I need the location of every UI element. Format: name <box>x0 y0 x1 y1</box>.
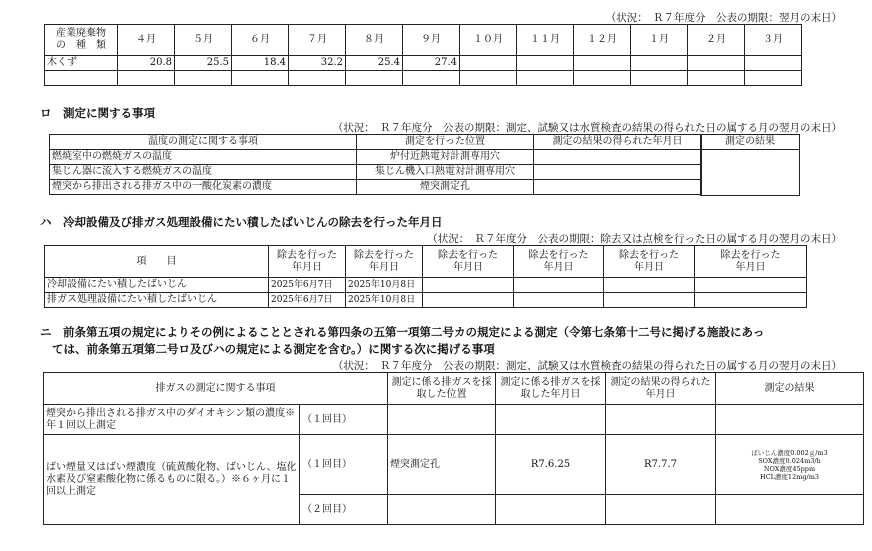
sec4-heading-line1: ニ 前条第五項の規定によりその例によることとされる第四条の五第一項第二号カの規定による測定（令第七条第十二号に掲げる施設にあっ <box>40 325 765 339</box>
exhaust-result-header: 測定の結果 <box>716 373 864 405</box>
waste-value: 25.4 <box>346 56 403 71</box>
removal-date-header-line1: 除去を行った <box>438 249 498 261</box>
temp-date <box>534 150 702 165</box>
soot-position: 煙突測定孔 <box>388 435 496 495</box>
temp-position: 集じん機入口熱電対計測専用穴 <box>357 165 534 180</box>
month-header: １１月 <box>517 25 574 56</box>
removal-date-header-line1: 除去を行った <box>619 249 679 261</box>
temp-result-header: 測定の結果 <box>701 135 800 150</box>
soot-removal-table <box>44 245 807 308</box>
removal-date-header-line1: 除去を行った <box>528 249 589 261</box>
sec4-heading-line2: ては、前条第五項第二号ロ及びハの規定による測定を含む。）に関する次に掲げる事項 <box>52 342 495 356</box>
sec2-status: （状況： Ｒ７年度分 公表の期限：測定、試験又は水質検査の結果の得られた日の属する月の翌月の末日） <box>332 122 842 134</box>
month-header: ９月 <box>403 25 460 56</box>
soot-sampled-date: R7.6.25 <box>496 435 606 495</box>
soot-sampled-date-2 <box>496 495 606 525</box>
sec3-heading: ハ 冷却設備及び排ガス処理設備にたい積したばいじんの除去を行った年月日 <box>40 215 443 229</box>
sec4-status: （状況： Ｒ７年度分 公表の期限：測定、試験又は水質検査の結果の得られた日の属する月の翌月の末日） <box>332 360 842 372</box>
waste-value: 27.4 <box>403 56 460 71</box>
month-header: ４月 <box>118 25 175 56</box>
empty-cell <box>688 71 745 86</box>
month-header: ６月 <box>232 25 289 56</box>
temperature-table <box>49 134 702 195</box>
soot-result-line: ばいじん濃度0.002ｇ/m3 <box>751 448 828 457</box>
removal-date-header <box>423 246 514 278</box>
removal-date-header-line2: 年月日 <box>735 261 766 273</box>
waste-table <box>44 24 802 86</box>
waste-value <box>460 56 517 71</box>
temperature-result-table <box>700 134 800 196</box>
empty-cell <box>460 71 517 86</box>
empty-cell <box>118 71 175 86</box>
waste-value: 18.4 <box>232 56 289 71</box>
removal-date <box>604 278 695 293</box>
waste-value <box>517 56 574 71</box>
soot-position-2 <box>388 495 496 525</box>
empty-cell <box>175 71 232 86</box>
removal-date-header-line1: 除去を行った <box>277 249 337 261</box>
soot-result-line: SOX濃度0.024m3/h <box>758 456 821 465</box>
waste-value: 25.5 <box>175 56 232 71</box>
removal-date-header <box>514 246 604 278</box>
removal-date <box>514 293 604 308</box>
temp-result <box>701 150 800 196</box>
sec3-status: （状況： Ｒ７年度分 公表の期限：除去又は点検を行った日の属する月の翌月の末日） <box>427 233 842 245</box>
waste-value <box>574 56 631 71</box>
waste-value <box>745 56 802 71</box>
empty-cell <box>403 71 460 86</box>
waste-type-header-line1: 産業廃棄物 <box>56 28 106 39</box>
soot-result-date-2 <box>606 495 716 525</box>
dioxin-result-date <box>606 405 716 435</box>
soot-result-line: HCL濃度12mg/m3 <box>759 472 820 481</box>
removal-date-header-line2: 年月日 <box>453 261 483 273</box>
temp-position: 煙突測定孔 <box>357 180 534 195</box>
soot-results-2 <box>716 495 864 525</box>
empty-cell <box>517 71 574 86</box>
empty-cell <box>346 71 403 86</box>
empty-cell <box>574 71 631 86</box>
removal-date <box>423 293 514 308</box>
removal-date-header <box>269 246 346 278</box>
soot-result-date: R7.7.7 <box>606 435 716 495</box>
soot-item: ばい煙量又はばい煙濃度（硫黄酸化物、ばいじん、塩化水素及び窒素酸化物に係るものに限る。）※６ヶ月に１回以上測定 <box>44 435 300 525</box>
soot-round-1: （１回目） <box>300 435 388 495</box>
temp-item-header: 温度の測定に関する事項 <box>50 135 357 150</box>
removal-date-header-line2: 年月日 <box>292 261 322 273</box>
empty-cell <box>289 71 346 86</box>
removal-date: 2025年10月8日 <box>346 278 423 293</box>
dioxin-result <box>716 405 864 435</box>
removal-date-header <box>346 246 423 278</box>
dioxin-round: （１回目） <box>300 405 388 435</box>
removal-date <box>514 278 604 293</box>
waste-type-header-line2: の 種 類 <box>56 40 106 51</box>
exhaust-position-header: 測定に係る排ガスを採取した位置 <box>388 373 496 405</box>
temp-date-header: 測定の結果の得られた年月日 <box>534 135 702 150</box>
dioxin-item: 煙突から排出される排ガス中のダイオキシン類の濃度※年１回以上測定 <box>44 405 300 435</box>
removal-date-header <box>604 246 695 278</box>
temp-position-header: 測定を行った位置 <box>357 135 534 150</box>
removal-date-header-line2: 年月日 <box>543 261 574 273</box>
exhaust-result-date-header: 測定の結果の得られた年月日 <box>606 373 716 405</box>
empty-cell <box>745 71 802 86</box>
empty-cell <box>45 71 118 86</box>
temp-item: 集じん器に流入する燃焼ガスの温度 <box>50 165 357 180</box>
removal-date-header-line2: 年月日 <box>634 261 664 273</box>
dioxin-position <box>388 405 496 435</box>
temp-item: 煙突から排出される排ガス中の一酸化炭素の濃度 <box>50 180 357 195</box>
soot-result-line: NOX濃度45ppm <box>763 464 816 473</box>
sec2-heading: ロ 測定に関する事項 <box>40 106 155 120</box>
removal-row-label: 排ガス処理設備にたい積したばいじん <box>45 293 269 308</box>
temp-position: 炉付近熱電対計測専用穴 <box>357 150 534 165</box>
dioxin-sampled-date <box>496 405 606 435</box>
temp-date <box>534 165 702 180</box>
exhaust-item-header: 排ガスの測定に関する事項 <box>44 373 388 405</box>
removal-row-label: 冷却設備にたい積したばいじん <box>45 278 269 293</box>
removal-date: 2025年10月8日 <box>346 293 423 308</box>
soot-round-2: （２回目） <box>300 495 388 525</box>
removal-date <box>695 293 807 308</box>
month-header: ５月 <box>175 25 232 56</box>
removal-date-header-line2: 年月日 <box>369 261 399 273</box>
month-header: ２月 <box>688 25 745 56</box>
temp-item: 燃焼室中の燃焼ガスの温度 <box>50 150 357 165</box>
removal-date <box>695 278 807 293</box>
removal-date: 2025年6月7日 <box>269 278 346 293</box>
month-header: ７月 <box>289 25 346 56</box>
waste-value: 20.8 <box>118 56 175 71</box>
exhaust-sampled-date-header: 測定に係る排ガスを採取した年月日 <box>496 373 606 405</box>
waste-value <box>688 56 745 71</box>
removal-date-header <box>695 246 807 278</box>
soot-results <box>716 435 864 495</box>
waste-type-header <box>45 25 118 56</box>
exhaust-gas-table <box>43 372 864 525</box>
removal-date-header-line1: 除去を行った <box>720 249 781 261</box>
empty-cell <box>232 71 289 86</box>
month-header: １月 <box>631 25 688 56</box>
empty-cell <box>631 71 688 86</box>
month-header: １０月 <box>460 25 517 56</box>
removal-date <box>423 278 514 293</box>
removal-date-header-line1: 除去を行った <box>354 249 414 261</box>
month-header: ３月 <box>745 25 802 56</box>
month-header: １２月 <box>574 25 631 56</box>
month-header: ８月 <box>346 25 403 56</box>
waste-value: 32.2 <box>289 56 346 71</box>
waste-row-label: 木くず <box>45 56 118 71</box>
removal-date: 2025年6月7日 <box>269 293 346 308</box>
waste-value <box>631 56 688 71</box>
sec1-status: （状況： Ｒ７年度分 公表の期限：翌月の末日） <box>605 12 842 24</box>
removal-date <box>604 293 695 308</box>
temp-date <box>534 180 702 195</box>
removal-item-header: 項 目 <box>45 246 269 278</box>
